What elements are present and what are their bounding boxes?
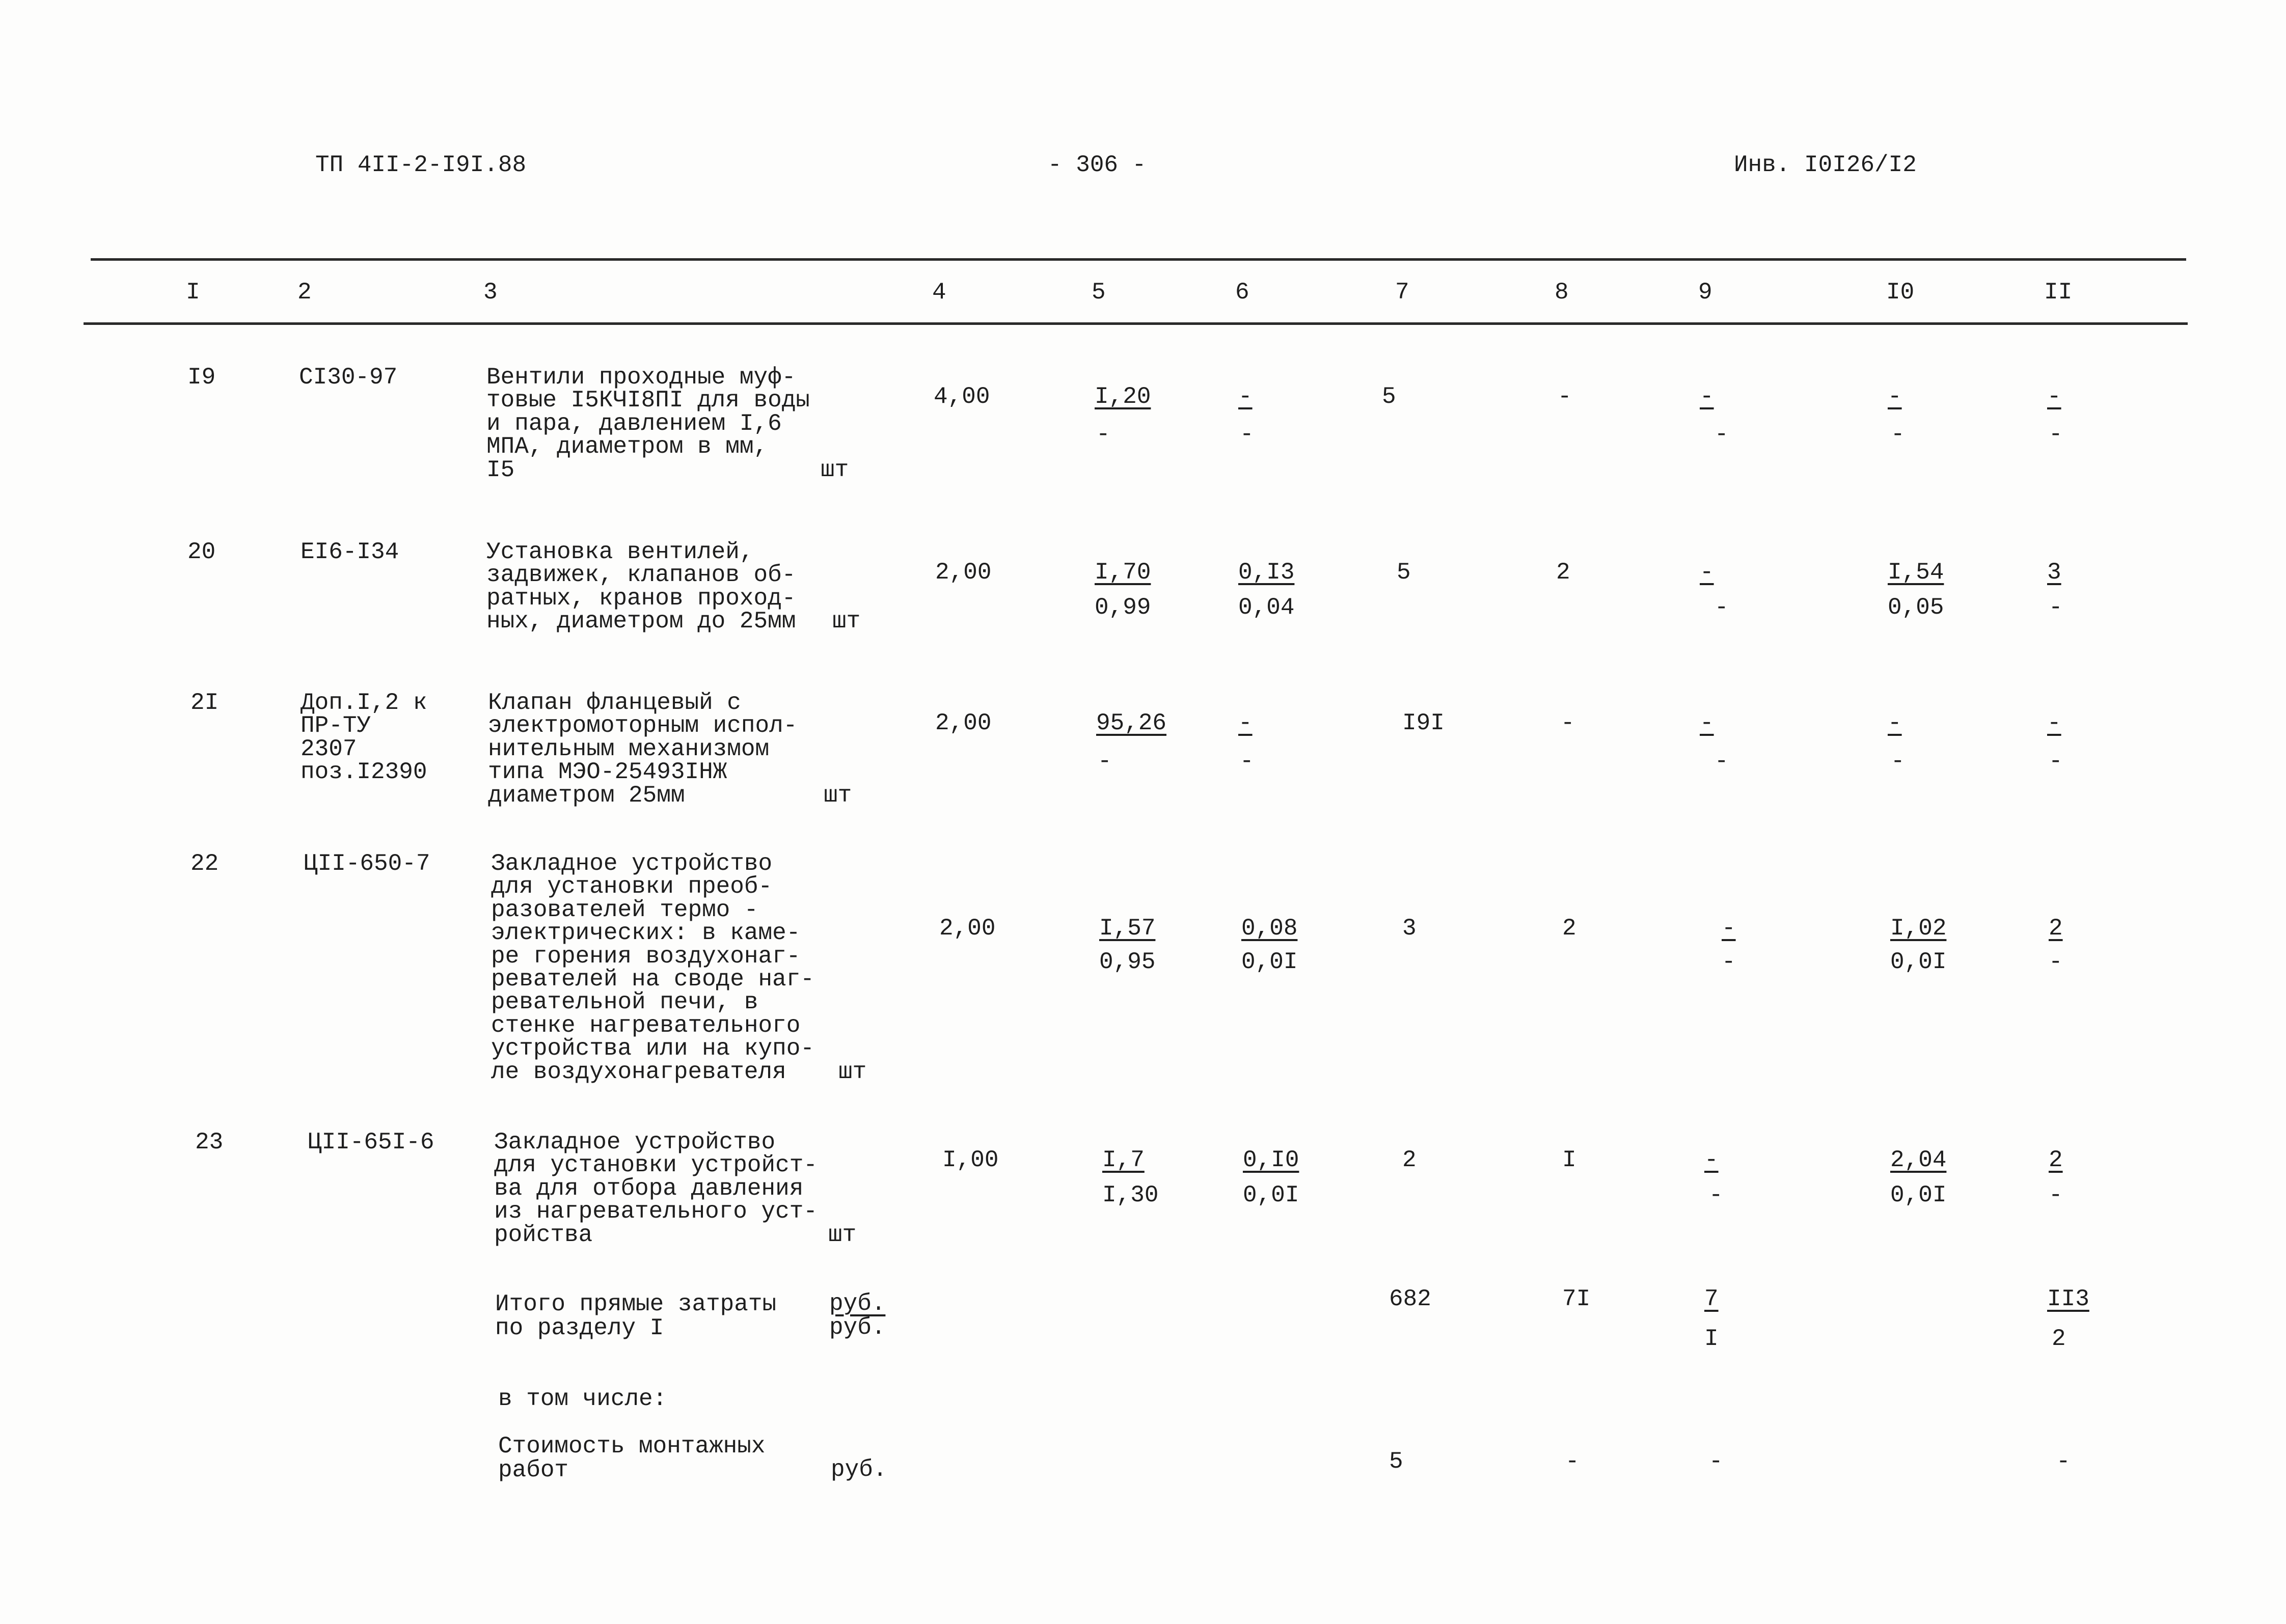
row-col5-bottom: - (1096, 421, 1110, 448)
row-unit: шт (828, 1222, 857, 1248)
row-col11-top: - (2047, 383, 2061, 410)
row-col11-bottom: - (2049, 748, 2063, 775)
table-header-rule (84, 322, 2188, 325)
row-code: Доп.I,2 к ПР-ТУ 2307 поз.I2390 (301, 690, 427, 786)
row-number: 20 (187, 539, 216, 565)
row-col4: I,00 (942, 1147, 999, 1173)
total-col8: 7I (1562, 1286, 1591, 1312)
row-col6-bottom: - (1240, 748, 1254, 775)
row-unit: шт (832, 608, 861, 635)
row-col11-top: - (2047, 710, 2061, 736)
column-header-5: 5 (1092, 279, 1106, 306)
total-unit-top: руб. (829, 1290, 886, 1317)
row-number: 22 (190, 850, 219, 877)
row-col9-bottom: - (1715, 748, 1729, 775)
row-col9-top: - (1722, 915, 1736, 942)
row-col10-bottom: - (1891, 421, 1905, 448)
table-top-rule (91, 258, 2186, 261)
row-col4: 2,00 (939, 915, 996, 942)
row-col10-top: - (1888, 710, 1902, 736)
total-col9-bottom: I (1704, 1326, 1719, 1352)
page-number: - 306 - (1048, 152, 1147, 178)
row-col8: - (1561, 710, 1575, 736)
column-header-11: II (2044, 279, 2073, 306)
total-col7: 682 (1389, 1286, 1431, 1312)
row-col11-bottom: - (2049, 421, 2063, 448)
row-col9-bottom: - (1715, 421, 1729, 448)
row-col9-top: - (1700, 559, 1714, 586)
row-col10-bottom: 0,05 (1888, 594, 1944, 621)
row-col8: - (1558, 383, 1572, 410)
row-col7: 2 (1402, 1147, 1417, 1173)
installation-col7: 5 (1389, 1448, 1403, 1475)
document-code: ТП 4II-2-I9I.88 (315, 152, 527, 178)
row-col10-top: I,54 (1888, 559, 1944, 586)
row-col4: 2,00 (935, 559, 992, 586)
installation-col9: - (1709, 1448, 1723, 1475)
row-col6-top: 0,I3 (1238, 559, 1295, 586)
row-code: ЦII-650-7 (304, 850, 430, 877)
row-col7: 5 (1397, 559, 1411, 586)
row-col9-top: - (1700, 383, 1714, 410)
row-col10-bottom: 0,0I (1890, 949, 1947, 975)
row-col4: 2,00 (935, 710, 992, 736)
row-col6-bottom: 0,04 (1238, 594, 1295, 621)
row-col11-bottom: - (2049, 1182, 2063, 1208)
column-header-8: 8 (1555, 279, 1569, 306)
column-header-3: 3 (483, 279, 498, 306)
row-description: Установка вентилей, задвижек, клапанов об- ратных, кранов проход- ных, диаметром до 25мм (486, 539, 796, 635)
total-label: Итого прямые затраты по разделу I (495, 1291, 777, 1341)
row-col7: 5 (1382, 383, 1396, 410)
row-col6-top: 0,08 (1241, 915, 1298, 942)
row-code: ЦII-65I-6 (308, 1129, 434, 1155)
row-col8: 2 (1562, 915, 1576, 942)
installation-unit: руб. (831, 1456, 887, 1483)
installation-label: Стоимость монтажных работ (498, 1433, 766, 1483)
row-col5-bottom: - (1098, 748, 1112, 775)
column-header-2: 2 (297, 279, 312, 306)
total-col11-top: II3 (2047, 1286, 2089, 1312)
row-col7: 3 (1402, 915, 1417, 942)
row-description: Закладное устройство для установки устройст- ва для отбора давления из нагревательного уст- ройства (494, 1129, 818, 1248)
row-col5-top: I,57 (1099, 915, 1156, 942)
row-col5-top: I,20 (1095, 383, 1151, 410)
column-header-6: 6 (1235, 279, 1249, 306)
row-col5-bottom: I,30 (1102, 1182, 1159, 1208)
row-col5-top: 95,26 (1096, 710, 1167, 736)
row-col5-top: I,7 (1102, 1147, 1145, 1173)
row-col11-bottom: - (2049, 949, 2063, 975)
row-unit: шт (824, 782, 852, 809)
row-number: 23 (195, 1129, 224, 1155)
row-description: Закладное устройство для установки преоб- разователей термо - электрических: в каме- ре горения воздухонаг- ревателей на своде наг- ревательной печи, в стенке нагревательного устройства или на купо- ле воздухонагревателя (491, 850, 814, 1085)
row-col6-top: 0,I0 (1243, 1147, 1299, 1173)
row-col6-top: - (1238, 383, 1253, 410)
row-col10-top: I,02 (1890, 915, 1947, 942)
column-header-10: I0 (1886, 279, 1915, 306)
installation-col11: - (2056, 1448, 2071, 1475)
row-unit: шт (838, 1059, 867, 1085)
row-col10-top: - (1888, 383, 1902, 410)
including-label: в том числе: (498, 1386, 667, 1412)
row-number: I9 (187, 364, 216, 391)
row-col7: I9I (1402, 710, 1445, 736)
row-col5-bottom: 0,99 (1095, 594, 1151, 621)
row-col11-top: 2 (2049, 1147, 2063, 1173)
row-col6-top: - (1238, 710, 1253, 736)
row-code: СI30-97 (299, 364, 398, 391)
installation-col8: - (1565, 1448, 1580, 1475)
row-col9-bottom: - (1709, 1182, 1723, 1208)
row-description: Клапан фланцевый с электромоторным испол- нительным механизмом типа МЭО-25493IНЖ диаметром 25мм (488, 690, 798, 809)
column-header-4: 4 (932, 279, 946, 306)
row-col9-bottom: - (1715, 594, 1729, 621)
row-col5-bottom: 0,95 (1099, 949, 1156, 975)
row-col11-top: 2 (2049, 915, 2063, 942)
row-col6-bottom: 0,0I (1243, 1182, 1299, 1208)
row-col11-bottom: - (2049, 594, 2063, 621)
row-col10-bottom: - (1891, 748, 1905, 775)
column-header-7: 7 (1395, 279, 1409, 306)
column-header-1: I (186, 279, 200, 306)
total-col11-bottom: 2 (2052, 1326, 2066, 1352)
column-header-9: 9 (1698, 279, 1712, 306)
row-unit: шт (821, 457, 849, 483)
row-col5-top: I,70 (1095, 559, 1151, 586)
row-description: Вентили проходные муф- товые I5КЧI8ПI для воды и пара, давлением I,6 МПА, диаметром в мм, I5 (486, 364, 810, 483)
row-col10-top: 2,04 (1890, 1147, 1947, 1173)
row-col10-bottom: 0,0I (1890, 1182, 1947, 1208)
row-code: ЕI6-I34 (301, 539, 399, 565)
total-col9-top: 7 (1704, 1286, 1719, 1312)
row-col6-bottom: 0,0I (1241, 949, 1298, 975)
row-col6-bottom: - (1240, 421, 1254, 448)
row-col4: 4,00 (934, 383, 990, 410)
row-col8: 2 (1556, 559, 1570, 586)
total-unit-bottom: руб. (829, 1314, 886, 1341)
row-col9-top: - (1704, 1147, 1719, 1173)
row-number: 2I (190, 690, 219, 716)
inventory-number: Инв. I0I26/I2 (1734, 152, 1917, 178)
row-col9-top: - (1700, 710, 1714, 736)
row-col11-top: 3 (2047, 559, 2061, 586)
row-col9-bottom: - (1722, 949, 1736, 975)
row-col8: I (1562, 1147, 1576, 1173)
